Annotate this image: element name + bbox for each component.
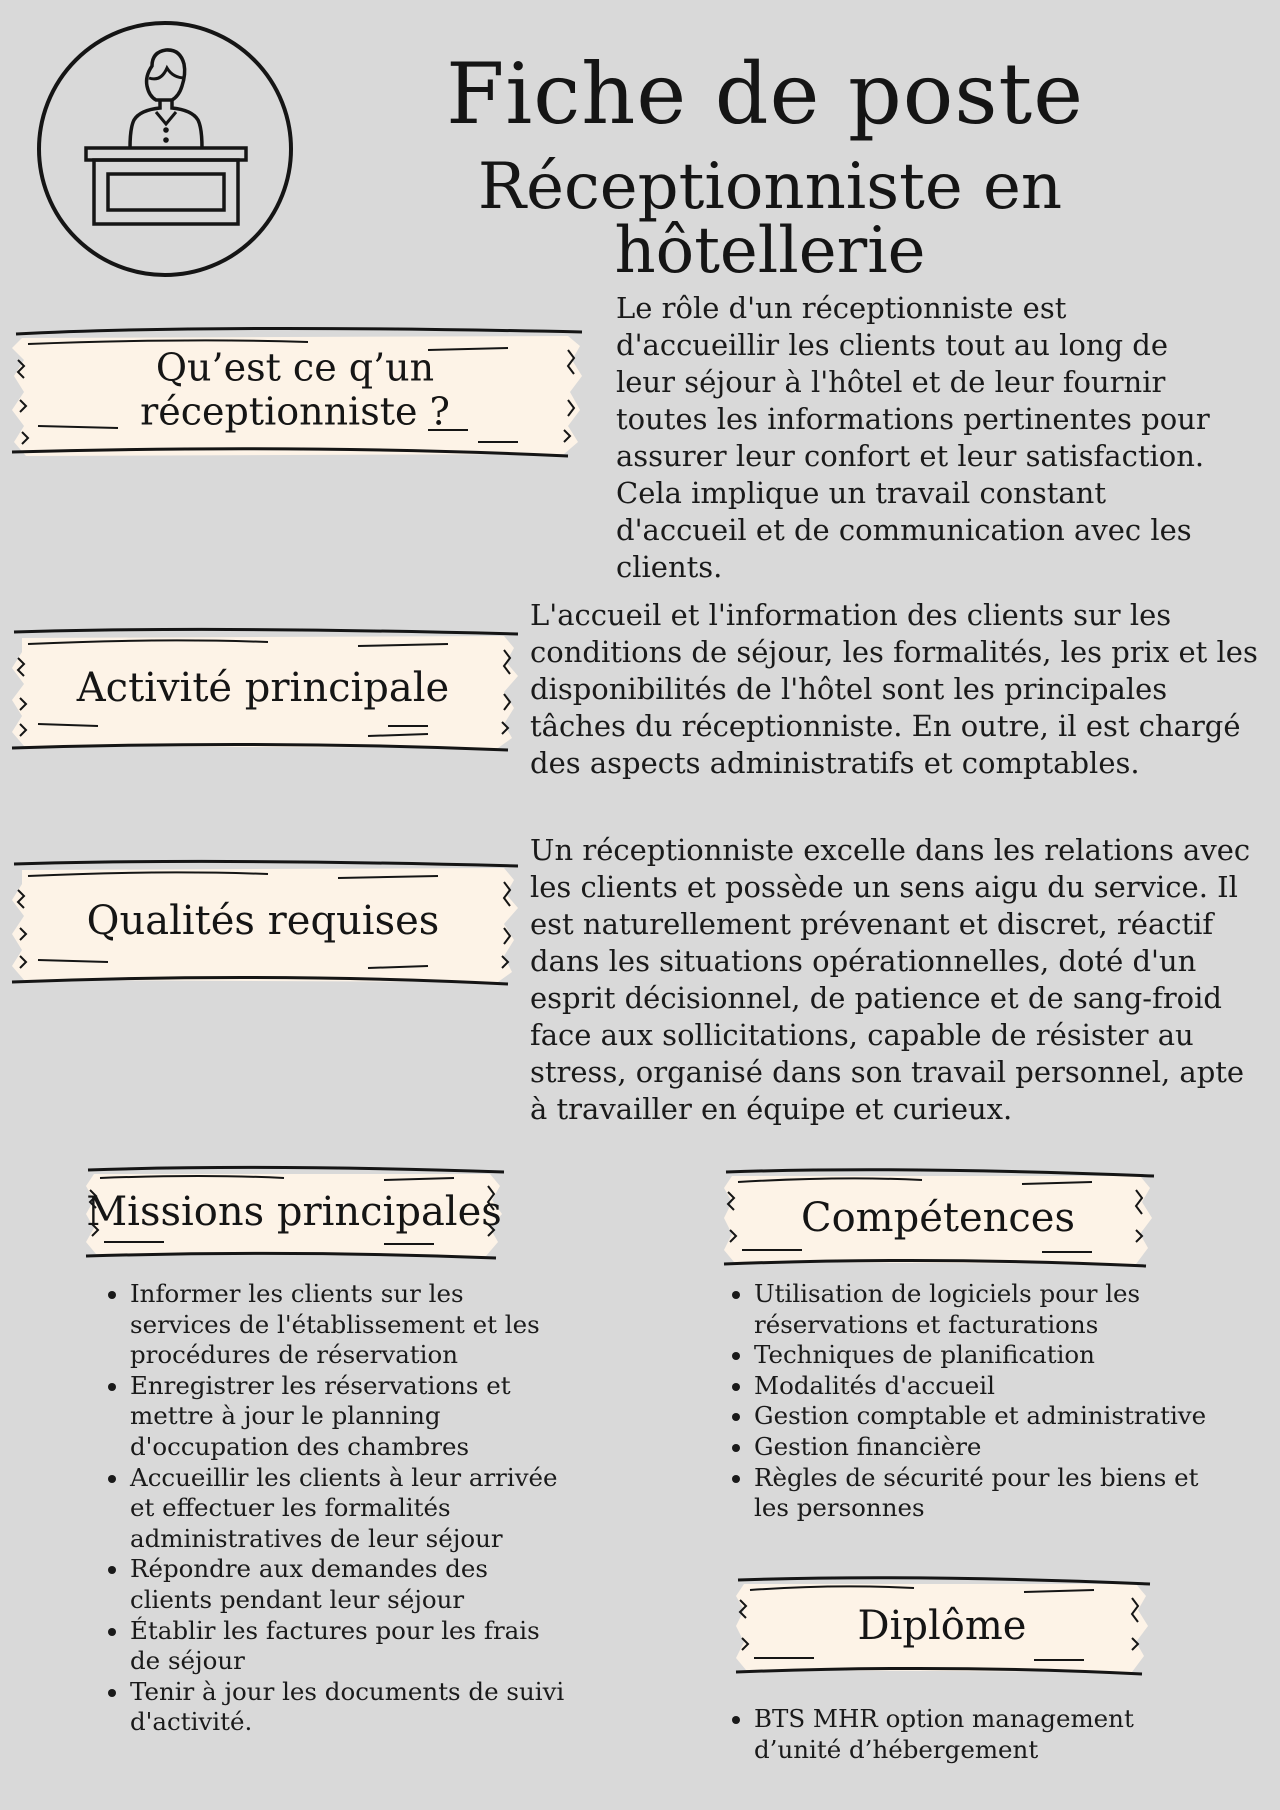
section-heading-what-line2: réceptionniste ? — [140, 389, 450, 433]
list-item: • Gestion financière — [754, 1432, 1224, 1463]
section-banner-missions — [84, 1164, 504, 1260]
section-heading-missions: Missions principales — [86, 1189, 502, 1235]
section-text-what: Le rôle d'un réceptionniste est d'accueillir les clients tout au long de leur séjour à l'hôtel et de leur fournir toutes les informations pertinentes pour assurer leur confort et leur satisfaction. Cela implique un travail constant d'accueil et de communication avec les clients. — [616, 291, 1210, 584]
section-heading-qualities: Qualités requises — [86, 898, 440, 944]
list-item: • Modalités d'accueil — [754, 1371, 1224, 1402]
section-heading-activity: Activité principale — [76, 665, 450, 711]
section-heading-diploma: Diplôme — [857, 1603, 1027, 1649]
section-banner-activity — [8, 624, 518, 752]
list-item: • Enregistrer les réservations et mettre à jour le planning d'occupation des chambres — [130, 1371, 570, 1463]
list-item: • Règles de sécurité pour les biens et les personnes — [754, 1463, 1224, 1524]
section-heading-skills: Compétences — [800, 1195, 1075, 1241]
list-item: • Techniques de planification — [754, 1340, 1224, 1371]
list-item: • Gestion comptable et administrative — [754, 1401, 1224, 1432]
diploma-list — [724, 1704, 1194, 1765]
list-item: • Établir les factures pour les frais de séjour — [130, 1616, 570, 1677]
section-banner-diploma — [734, 1574, 1150, 1678]
missions-list — [100, 1279, 570, 1738]
list-item: • Informer les clients sur les services de l'établissement et les procédures de réservation — [130, 1279, 570, 1371]
section-text-qualities: Un réceptionniste excelle dans les relations avec les clients et possède un sens aigu du service. Il est naturellement prévenant et discret, réactif dans les situations opérationnelles, doté d'un esprit décisionnel, de patience et de sang-froid face aux sollicitations, capable de résister au stress, organisé dans son travail personnel, apte à travailler en équipe et curieux. — [530, 833, 1251, 1126]
list-item: • BTS MHR option management d’unité d’hébergement — [754, 1704, 1194, 1765]
section-heading-what-line1: Qu’est ce q’un — [155, 345, 435, 390]
list-item: • Accueillir les clients à leur arrivée et effectuer les formalités administratives de leur séjour — [130, 1463, 570, 1555]
list-item: • Tenir à jour les documents de suivi d'activité. — [130, 1677, 570, 1738]
receptionist-desk-icon — [34, 18, 296, 280]
section-banner-what — [8, 320, 582, 460]
section-banner-skills — [722, 1166, 1154, 1270]
section-banner-qualities — [8, 856, 518, 986]
skills-list — [724, 1279, 1224, 1524]
page-subtitle: Réceptionniste en hôtellerie — [477, 150, 1063, 288]
list-item: • Répondre aux demandes des clients pendant leur séjour — [130, 1554, 570, 1615]
page-title: Fiche de poste — [446, 45, 1084, 143]
section-text-activity: L'accueil et l'information des clients sur les conditions de séjour, les formalités, les prix et les disponibilités de l'hôtel sont les principales tâches du réceptionniste. En outre, il est chargé des aspects administratifs et comptables. — [530, 598, 1258, 780]
list-item: • Utilisation de logiciels pour les réservations et facturations — [754, 1279, 1224, 1340]
